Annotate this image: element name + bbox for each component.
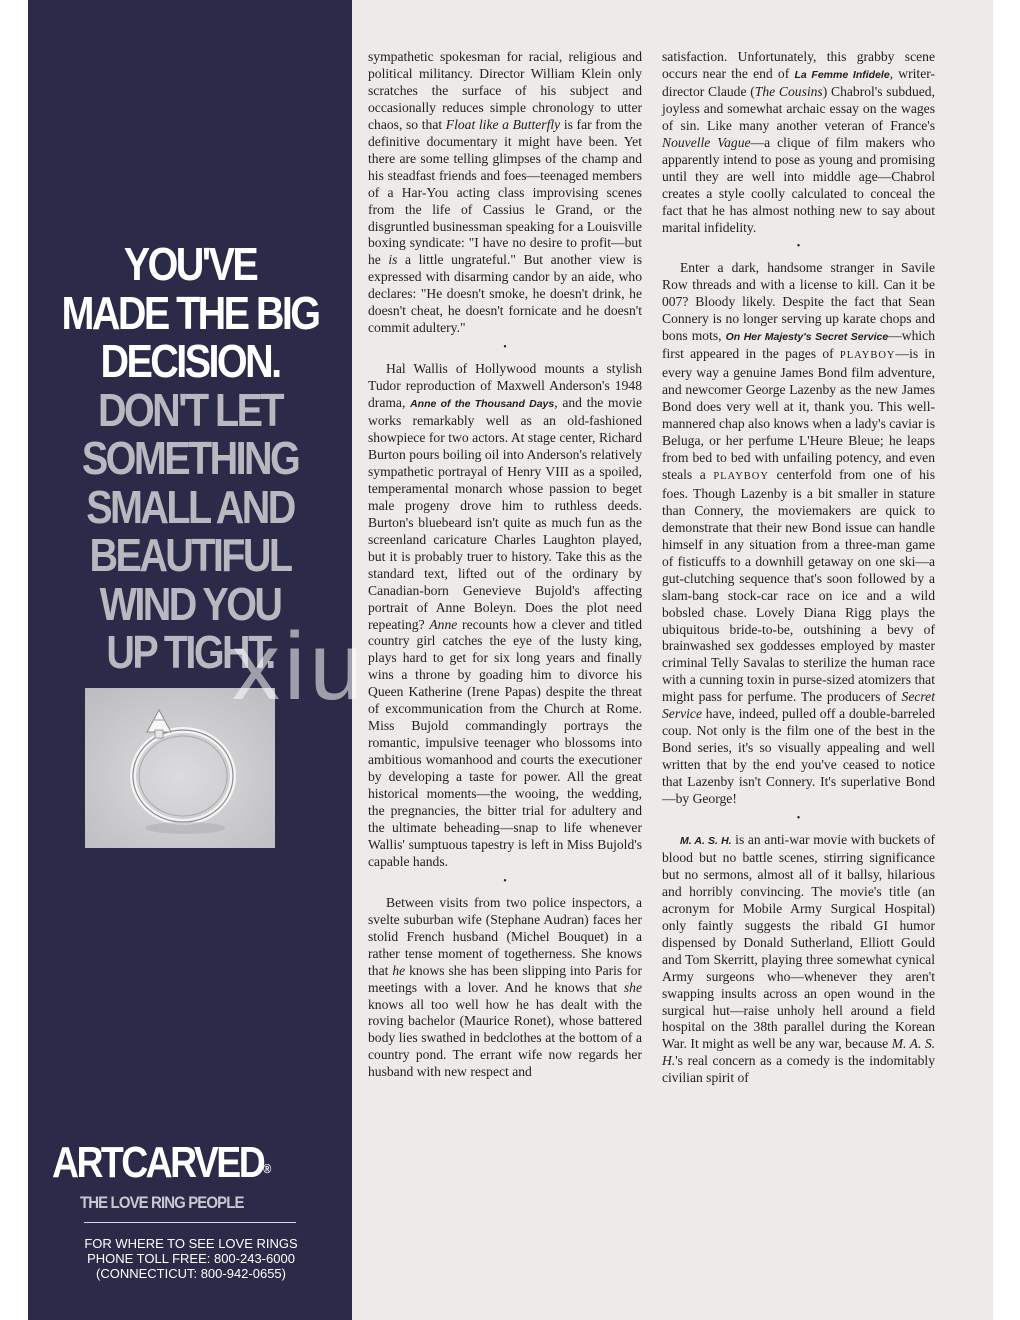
film-title: Secret Service [662,689,935,722]
text-run: satisfaction. Unfortunately, this grabby scene occurs near the end of [662,49,935,81]
film-title: On Her Majesty's Secret Service [725,331,889,344]
headline-line: YOU'VE [123,238,257,290]
brand-tagline: THE LOVE RING PEOPLE [80,1193,244,1212]
headline-line: MADE THE BIG [61,286,319,339]
article-paragraph [662,49,935,236]
text-run: —a clique of film makers who apparently intend to pose as young and promising until they are well into middle age—Chabrol creates a style coolly calculated to conceal the fact that he has almost nothing new to say about marital infidelity. [662,134,935,235]
article-paragraph [368,49,642,337]
headline-line: BEAUTIFUL [89,529,291,581]
magazine-name: PLAYBOY [839,350,896,362]
headline-line: SMALL AND [86,480,294,533]
article-column-2 [662,49,935,1087]
text-run: ) Chabrol's subdued, joyless and somewhat archaic essay on the wages of sin. Like many another veteran of France's [662,83,935,133]
headline-line: SOMETHING [81,432,299,484]
emphasis: he [392,962,406,978]
text-run: recounts how a clever and titled country girl catches the eye of the lusty king, plays hard to get for six long years and finally wins a throne by goading him to divorce his Queen Katherine (Irene Papas) despite the threat of excommunication from the Church at Rome. Miss Bujold commandingly portrays the romantic, impulsive teenager who blossoms into ambitious womanhood and courts the executioner by developing a taste for power. All the great historical moments—the wooing, the wedding, the pregnancies, the bitter trial for adultery and the ultimate beheading—snap to life whenever Wallis' sumptuous tapestry is left in Miss Bujold's capable hands. [368,616,642,869]
ring-photo [85,688,275,848]
contact-line: PHONE TOLL FREE: 800-243-6000 [87,1251,295,1266]
text-run: is an anti-war movie with buckets of blood but no battle scenes, stirring significance but no sermons, almost all of it ballsy, hilarious and horribly convincing. The movie's title (an acronym for Mobile Army Surgical Hospital) only faintly suggests the ribald GI humor dispensed by Donald Sutherland, Elliott Gould and Tom Skerritt, playing three somewhat cynical Army surgeons who—whenever they aren't swapping insults across an open wound in the surgical hut—raise unholy hell around a field hospital on the 38th parallel during the Korean War. It might as well be any war, because [662,831,936,1052]
article-column-1 [368,49,642,1081]
emphasis: is [388,252,398,268]
magazine-name: PLAYBOY [713,470,769,482]
ad-headline [51,240,330,677]
article-paragraph [662,832,935,1087]
divider [84,1222,296,1223]
section-bullet: • [796,812,801,824]
text-run: Between visits from two police inspectors, a svelte suburban wife (Stephane Audran) faces her stolid French husband (Michel Bouquet) in a rather tense moment of togetherness. She knows that [368,894,642,978]
artcarved-advertisement [28,0,352,1320]
headline-line: DON'T LET [98,383,282,436]
headline-line: DECISION. [100,335,280,387]
text-run: , and the movie works remarkably well as an old-fashioned showpiece for two actors. At stage center, Richard Burton pours boiling oil into Anderson's relatively sympathetic portrayal of Henry VIII as a spoiled, temperamental monarch whose passion to beget male progeny drove him to ruthless deeds. Burton's bluebeard isn't quite as much fun as the screenland caricature Charles Laughton played, but it is probably truer to history. Take this as the standard text, lifted out of the ordinary by Canadian-born Genevieve Bujold's affecting portrait of Anne Boleyn. Does the plot need repeating? [368,395,643,632]
contact-line: FOR WHERE TO SEE LOVE RINGS [84,1236,298,1251]
film-title: The Cousins [754,83,823,99]
contact-line: (CONNECTICUT: 800-942-0655) [95,1266,286,1281]
film-title: M. A. S. H. [680,834,732,847]
text-run: Hal Wallis of Hollywood mounts a stylish Tudor reproduction of Maxwell Anderson's 1948 drama, [368,361,642,411]
watermark: xiu [232,613,367,720]
text-run: —which first appeared in the pages of [662,328,935,362]
headline-line: WIND YOU [99,577,281,630]
contact-info [68,1236,314,1281]
film-title: Anne [429,616,458,632]
headline-line: UP TIGHT. [106,626,274,678]
text-run: knows she has been slipping into Paris for meetings with a lover. And he knows that [368,962,642,995]
text-run: Enter a dark, handsome stranger in Savile Row threads and with a license to kill. Can it be 007? Bloody likely. Despite the fact that Sean Connery is no longer serving up karate chops and bons mots, [662,260,935,344]
brand-logo [52,1138,290,1188]
text-run: sympathetic spokesman for racial, religious and political militancy. Director William Klein only scratches the surface of his subject and occasionally reduces simple chronology to utter chaos, so that [368,49,642,132]
emphasis: she [623,979,642,995]
text-run: , writer-director Claude ( [662,65,936,99]
article-paragraph [368,895,642,1081]
text-run: —is in every way a genuine James Bond film adventure, and newcomer George Lazenby as the new James Bond does very well at it, thank you. This well-mannered chap also knows when a lady's caviar is Beluga, or her perfume L'Heure Bleue; he leaps from bed to bed with unfailing potency, and even steals a [662,346,935,482]
article-paragraph [662,260,935,808]
text-run: is far from the definitive documentary it might have been. Yet there are some telling glimpses of the champ and his steadfast friends and foes—teenaged members of a Har-You acting class improvising scenes from the life of Cassius le Grand, or the disgruntled businessman speaking for a Louisville boxing syndicate: "I have no desire to profit—but he [368,116,642,268]
text-run: have, indeed, pulled off a double-barreled coup. Not only is the film one of the best in the Bond series, it's so visually appealing and well written that by the end you've ceased to notice that Lazenby isn't Connery. It's superlative Bond—by George! [662,706,935,807]
section-bullet: • [796,241,801,253]
text-run: knows all too well how he has dealt with the roving bachelor (Maurice Ronet), whose battered body lies swathed in bedclothes at the bottom of a country pond. The errant wife now regards her husband with new respect and [368,996,642,1080]
text-run: centerfold from one of his foes. Though Lazenby is a bit smaller in stature than Connery, the moviemakers are quick to demonstrate that their new Bond issue can handle himself in any situation from a three-man game of fisticuffs to a downhill getaway on one ski—a gut-clutching sequence that's soon followed by a slam-bang stock-car race on ice and a wild bobsled chase. Lovely Diana Rigg plays the ubiquitous bride-to-be, outshining a bevy of brainwashed sex goddesses employed by master criminal Telly Savalas to sterilize the human race with a cunning toxin in purse-sized atomizers that might pass for perfume. The producers of [662,466,935,705]
text-run: a little ungrateful." But another view is expressed with disarming candor by an aide, who declares: "He doesn't smoke, he doesn't drink, he doesn't cheat, he doesn't fornicate and he doesn't commit adultery." [368,252,642,336]
film-title: Float like a Butterfly [445,116,561,132]
section-bullet: • [503,342,507,354]
film-title: M. A. S. H. [662,1036,936,1069]
ring-icon [85,688,275,848]
film-title: Anne of the Thousand Days [410,398,555,411]
trademark-mark: ® [263,1161,272,1176]
text-run: 's real concern as a comedy is the indomitably civilian spirit of [662,1053,935,1086]
brand-name: ARTCARVED [52,1138,264,1187]
section-bullet: • [503,875,507,887]
emphasis: Nouvelle Vague [662,134,751,150]
article-paragraph [368,361,642,871]
film-title: La Femme Infidele [794,68,890,81]
